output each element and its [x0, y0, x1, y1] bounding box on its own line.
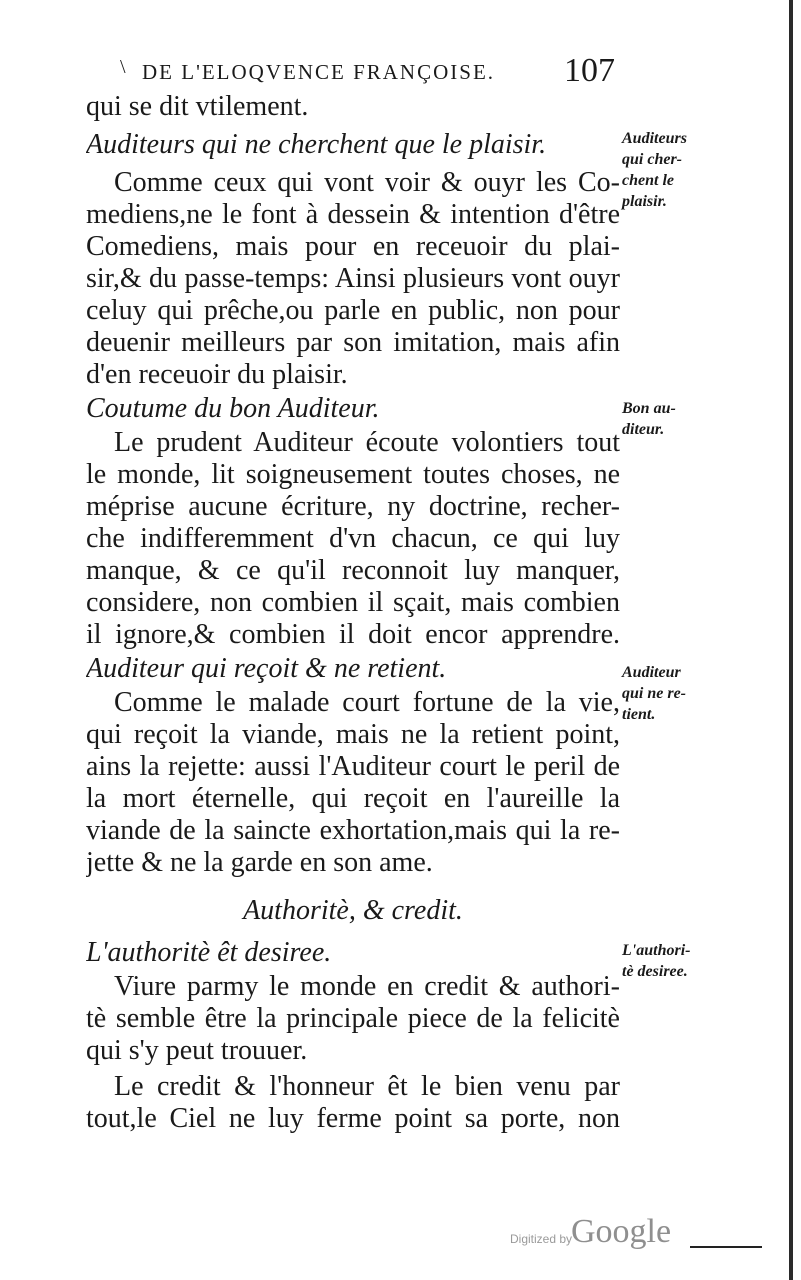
text-line: Le prudent Auditeur écoute volontiers tout	[114, 427, 620, 458]
text-line: jette & ne la garde en son ame.	[86, 847, 433, 878]
text-line: manque, & ce qu'il reconnoit luy manquer,	[86, 555, 620, 586]
text-line: considere, non combien il sçait, mais combien	[86, 587, 620, 618]
margin-note-line: Auditeur	[622, 664, 681, 681]
scan-rule	[690, 1246, 762, 1248]
margin-note	[622, 940, 732, 982]
margin-note-line: tè desiree.	[622, 963, 688, 980]
page-header	[120, 52, 615, 92]
text-line: Viure parmy le monde en credit & authori-	[114, 971, 620, 1002]
text-line: sir,& du passe-temps: Ainsi plusieurs vont ouyr	[86, 263, 620, 294]
margin-note	[622, 398, 732, 440]
text-line: méprise aucune écriture, ny doctrine, recher-	[86, 491, 620, 522]
margin-note-line: diteur.	[622, 421, 665, 438]
section-heading: Auditeur qui reçoit & ne retient.	[86, 653, 447, 684]
text-line: Le credit & l'honneur êt le bien venu par	[114, 1071, 620, 1102]
section-heading: L'authoritè êt desiree.	[86, 937, 332, 968]
text-line: qui s'y peut trouuer.	[86, 1035, 308, 1066]
text-line: mediens,ne le font à dessein & intention d'être	[86, 199, 620, 230]
margin-note-line: qui cher-	[622, 151, 682, 168]
margin-note	[622, 128, 732, 212]
text-line: che indifferemment d'vn chacun, ce qui luy	[86, 523, 620, 554]
text-line: Comediens, mais pour en receuoir du plai-	[86, 231, 620, 262]
text-line: Comme ceux qui vont voir & ouyr les Co-	[114, 167, 620, 198]
text-line: tout,le Ciel ne luy ferme point sa porte, non	[86, 1103, 620, 1134]
text-line: il ignore,& combien il doit encor apprendre.	[86, 619, 620, 650]
text-line: qui se dit vtilement.	[86, 91, 309, 122]
running-head: DE L'ELOQVENCE FRANÇOISE.	[142, 60, 496, 84]
page-edge	[789, 0, 793, 1280]
section-heading: Auditeurs qui ne cherchent que le plaisir.	[86, 129, 547, 160]
margin-note-line: qui ne re-	[622, 685, 686, 702]
text-line: celuy qui prêche,ou parle en public, non pour	[86, 295, 620, 326]
digitized-label: Digitized by	[510, 1232, 573, 1246]
text-line: d'en receuoir du plaisir.	[86, 359, 348, 390]
header-mark: \	[120, 56, 128, 78]
page-number: 107	[564, 52, 615, 89]
text-line: qui reçoit la viande, mais ne la retient point,	[86, 719, 620, 750]
text-line: ains la rejette: aussi l'Auditeur court le peril de	[86, 751, 620, 782]
margin-note-line: Auditeurs	[622, 130, 687, 147]
chapter-title: Authoritè, & credit.	[243, 895, 463, 926]
margin-note-line: plaisir.	[622, 193, 667, 210]
text-line: tè semble être la principale piece de la felicitè	[86, 1003, 620, 1034]
margin-note-line: chent le	[622, 172, 674, 189]
text-line: la mort éternelle, qui reçoit en l'aureille la	[86, 783, 620, 814]
text-line: le monde, lit soigneusement toutes choses, ne	[86, 459, 620, 490]
text-line: Comme le malade court fortune de la vie,	[114, 687, 620, 718]
margin-note-line: L'authori-	[622, 942, 691, 959]
margin-note-line: tient.	[622, 706, 656, 723]
section-heading: Coutume du bon Auditeur.	[86, 393, 380, 424]
margin-note-line: Bon au-	[622, 400, 676, 417]
text-line: viande de la saincte exhortation,mais qui la re-	[86, 815, 620, 846]
text-line: deuenir meilleurs par son imitation, mais afin	[86, 327, 620, 358]
margin-note	[622, 662, 732, 725]
google-watermark: Google	[571, 1213, 672, 1250]
